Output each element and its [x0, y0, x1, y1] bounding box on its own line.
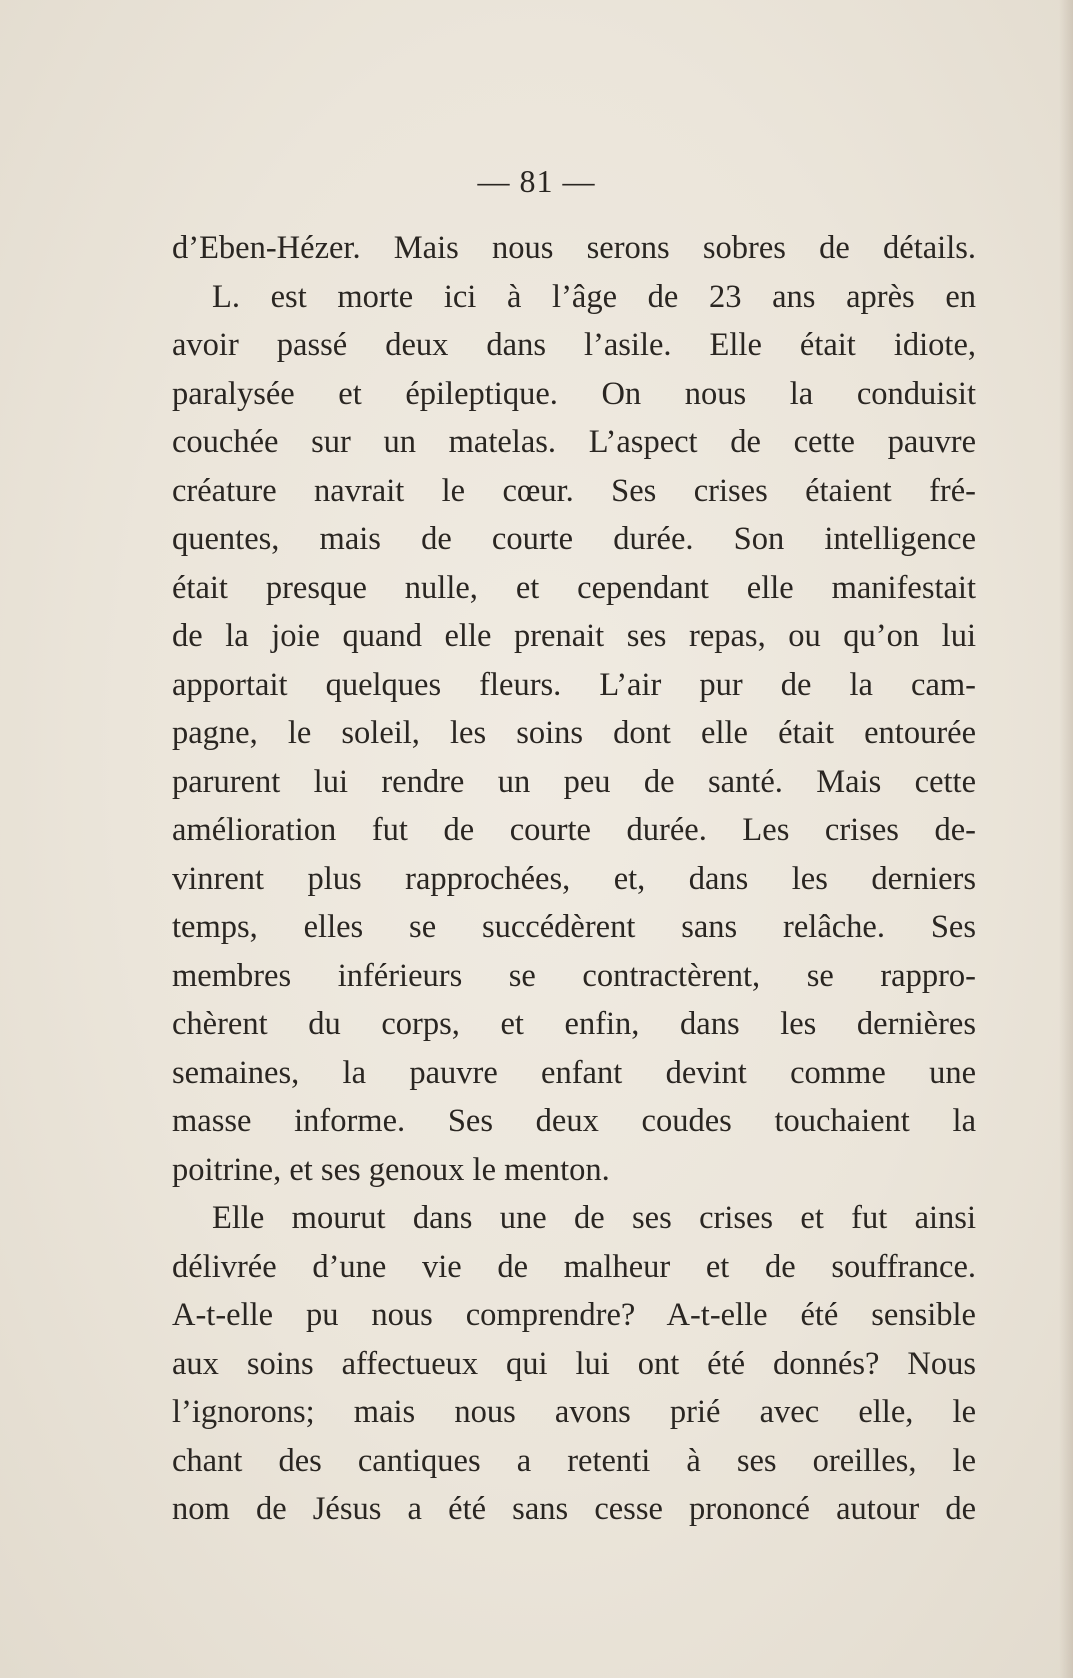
text-line: était presque nulle, et cependant elle manifestait — [172, 569, 976, 606]
text-line: quentes, mais de courte durée. Son intelligence — [172, 521, 976, 557]
text-line: nom de Jésus a été sans cesse prononcé autour de — [172, 1491, 976, 1527]
text-line: l’ignorons; mais nous avons prié avec elle, le — [172, 1394, 976, 1430]
text-line: A-t-elle pu nous comprendre? A-t-elle été sensible — [172, 1297, 976, 1333]
text-line: amélioration fut de courte durée. Les crises de- — [172, 812, 976, 848]
text-line: apportait quelques fleurs. L’air pur de la cam- — [172, 666, 976, 703]
text-line: chèrent du corps, et enfin, dans les dernières — [172, 1006, 976, 1042]
text-line: de la joie quand elle prenait ses repas, ou qu’on lui — [172, 618, 976, 654]
text-line: temps, elles se succédèrent sans relâche. Ses — [172, 909, 976, 945]
page-edge-shadow — [1059, 0, 1073, 1678]
text-line: membres inférieurs se contractèrent, se rappro- — [172, 957, 976, 994]
text-line: L. est morte ici à l’âge de 23 ans après en — [212, 278, 976, 315]
text-line: chant des cantiques a retenti à ses oreilles, le — [172, 1442, 976, 1479]
text-line: créature navrait le cœur. Ses crises étaient fré- — [172, 472, 976, 509]
text-line: masse informe. Ses deux coudes touchaient la — [172, 1103, 976, 1139]
text-line: parurent lui rendre un peu de santé. Mais cette — [172, 763, 976, 800]
text-line: semaines, la pauvre enfant devint comme une — [172, 1054, 976, 1091]
text-line: couchée sur un matelas. L’aspect de cette pauvre — [172, 424, 976, 460]
text-line: avoir passé deux dans l’asile. Elle était idiote, — [172, 327, 976, 363]
page-number: — 81 — — [477, 163, 596, 199]
text-line: vinrent plus rapprochées, et, dans les derniers — [172, 860, 976, 897]
text-line: pagne, le soleil, les soins dont elle était entourée — [172, 715, 976, 751]
text-line: délivrée d’une vie de malheur et de souffrance. — [172, 1248, 976, 1285]
body-text — [172, 224, 976, 1534]
text-line: poitrine, et ses genoux le menton. — [172, 1151, 610, 1188]
text-line: Elle mourut dans une de ses crises et fut ainsi — [212, 1200, 976, 1236]
text-line: aux soins affectueux qui lui ont été donnés? Nous — [172, 1345, 976, 1382]
text-line: d’Eben-Hézer. Mais nous serons sobres de détails. — [172, 230, 976, 266]
text-line: paralysée et épileptique. On nous la conduisit — [172, 375, 976, 412]
